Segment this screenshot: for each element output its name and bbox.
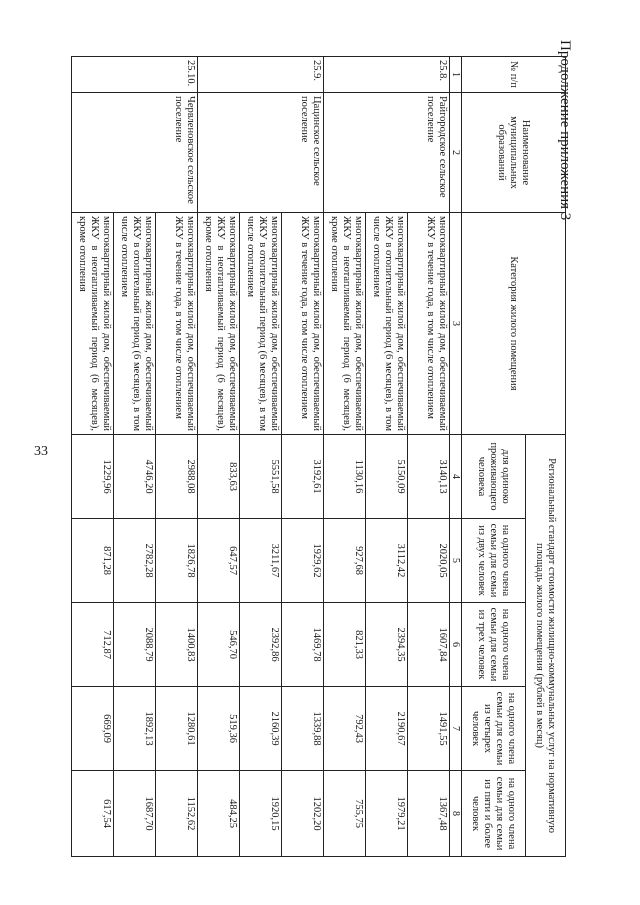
value-cell: 1929,62 <box>282 519 324 603</box>
value-cell: 2020,05 <box>408 519 450 603</box>
row-index: 25.8. <box>324 57 450 93</box>
column-number: 7 <box>450 687 462 771</box>
value-cell: 2088,79 <box>114 603 156 687</box>
value-cell: 1469,78 <box>282 603 324 687</box>
category-cell: многоквартирный жилой дом, обеспечиваемый ЖКУ в отопительный период (6 месяцев), в том числе отоплением <box>240 213 282 435</box>
header-single: для одиноко проживающего человека <box>462 435 526 519</box>
row-index: 25.9. <box>198 57 324 93</box>
value-cell: 2392,86 <box>240 603 282 687</box>
value-cell: 5150,09 <box>366 435 408 519</box>
category-cell: многоквартирный жилой дом, обеспечиваемый ЖКУ в течение года, в том числе отоплением <box>156 213 198 435</box>
value-cell: 1491,55 <box>408 687 450 771</box>
rotated-table-container <box>77 56 566 856</box>
header-family-3: на одного члена семьи для семьи из трех человек <box>462 603 526 687</box>
value-cell: 1979,21 <box>366 771 408 857</box>
value-cell: 1339,88 <box>282 687 324 771</box>
value-cell: 792,43 <box>324 687 366 771</box>
value-cell: 1607,84 <box>408 603 450 687</box>
value-cell: 1202,20 <box>282 771 324 857</box>
category-cell: многоквартирный жилой дом, обеспечиваемый ЖКУ в течение года, в том числе отоплением <box>282 213 324 435</box>
value-cell: 546,70 <box>198 603 240 687</box>
category-cell: многоквартирный жилой дом, обеспечиваемый ЖКУ в неотапливаемый период (6 месяцев), кроме отопления <box>324 213 366 435</box>
value-cell: 669,09 <box>72 687 114 771</box>
category-cell: многоквартирный жилой дом, обеспечиваемый ЖКУ в неотапливаемый период (6 месяцев), кроме отопления <box>198 213 240 435</box>
header-family-5plus: на одного члена семьи для семьи из пяти и более человек <box>462 771 526 857</box>
value-cell: 1826,78 <box>156 519 198 603</box>
value-cell: 1152,62 <box>156 771 198 857</box>
value-cell: 2160,39 <box>240 687 282 771</box>
category-cell: многоквартирный жилой дом, обеспечиваемый ЖКУ в течение года, в том числе отоплением <box>408 213 450 435</box>
category-cell: многоквартирный жилой дом, обеспечиваемый ЖКУ в отопительный период (6 месяцев), в том числе отоплением <box>366 213 408 435</box>
value-cell: 647,57 <box>198 519 240 603</box>
value-cell: 5551,58 <box>240 435 282 519</box>
value-cell: 1229,96 <box>72 435 114 519</box>
value-cell: 1920,15 <box>240 771 282 857</box>
value-cell: 2782,28 <box>114 519 156 603</box>
column-number: 5 <box>450 519 462 603</box>
municipality-name: Цацинское сельское поселение <box>198 93 324 213</box>
column-number: 6 <box>450 603 462 687</box>
header-standard-group: Региональный стандарт стоимости жилищно-коммунальных услуг на нормативную площадь жилого помещения (рублей в месяц) <box>526 435 566 857</box>
page-number: 33 <box>34 444 48 459</box>
value-cell: 3211,67 <box>240 519 282 603</box>
value-cell: 833,63 <box>198 435 240 519</box>
housing-cost-standard-table <box>71 56 566 857</box>
category-cell: многоквартирный жилой дом, обеспечиваемый ЖКУ в отопительный период (6 месяцев), в том числе отоплением <box>114 213 156 435</box>
value-cell: 484,25 <box>198 771 240 857</box>
value-cell: 1687,70 <box>114 771 156 857</box>
header-index: № п/п <box>462 57 566 93</box>
column-number: 2 <box>450 93 462 213</box>
value-cell: 4746,20 <box>114 435 156 519</box>
value-cell: 712,87 <box>72 603 114 687</box>
value-cell: 755,75 <box>324 771 366 857</box>
value-cell: 2988,08 <box>156 435 198 519</box>
value-cell: 3140,13 <box>408 435 450 519</box>
value-cell: 821,33 <box>324 603 366 687</box>
header-family-4: на одного члена семьи для семьи из четырех человек <box>462 687 526 771</box>
municipality-name: Червленовское сельское поселение <box>72 93 198 213</box>
municipality-name: Райгородское сельское поселение <box>324 93 450 213</box>
header-municipality: Наименование муниципальных образований <box>462 93 566 213</box>
category-cell: многоквартирный жилой дом, обеспечиваемый ЖКУ в неотапливаемый период (6 месяцев), кроме отопления <box>72 213 114 435</box>
value-cell: 519,36 <box>198 687 240 771</box>
column-number: 1 <box>450 57 462 93</box>
header-family-2: на одного члена семьи для семьи из двух человек <box>462 519 526 603</box>
value-cell: 1892,13 <box>114 687 156 771</box>
appendix-title: Продолжение приложения 3 <box>557 40 573 221</box>
value-cell: 927,68 <box>324 519 366 603</box>
value-cell: 1367,48 <box>408 771 450 857</box>
value-cell: 1280,61 <box>156 687 198 771</box>
value-cell: 3112,42 <box>366 519 408 603</box>
value-cell: 1130,16 <box>324 435 366 519</box>
table-row <box>156 57 198 857</box>
value-cell: 3192,61 <box>282 435 324 519</box>
header-category: Категория жилого помещения <box>462 213 566 435</box>
value-cell: 871,28 <box>72 519 114 603</box>
value-cell: 2394,35 <box>366 603 408 687</box>
column-numbers-row <box>450 57 462 857</box>
value-cell: 617,54 <box>72 771 114 857</box>
value-cell: 2190,67 <box>366 687 408 771</box>
column-number: 4 <box>450 435 462 519</box>
column-number: 3 <box>450 213 462 435</box>
table-row <box>408 57 450 857</box>
value-cell: 1400,83 <box>156 603 198 687</box>
column-number: 8 <box>450 771 462 857</box>
table-row <box>282 57 324 857</box>
row-index: 25.10. <box>72 57 198 93</box>
